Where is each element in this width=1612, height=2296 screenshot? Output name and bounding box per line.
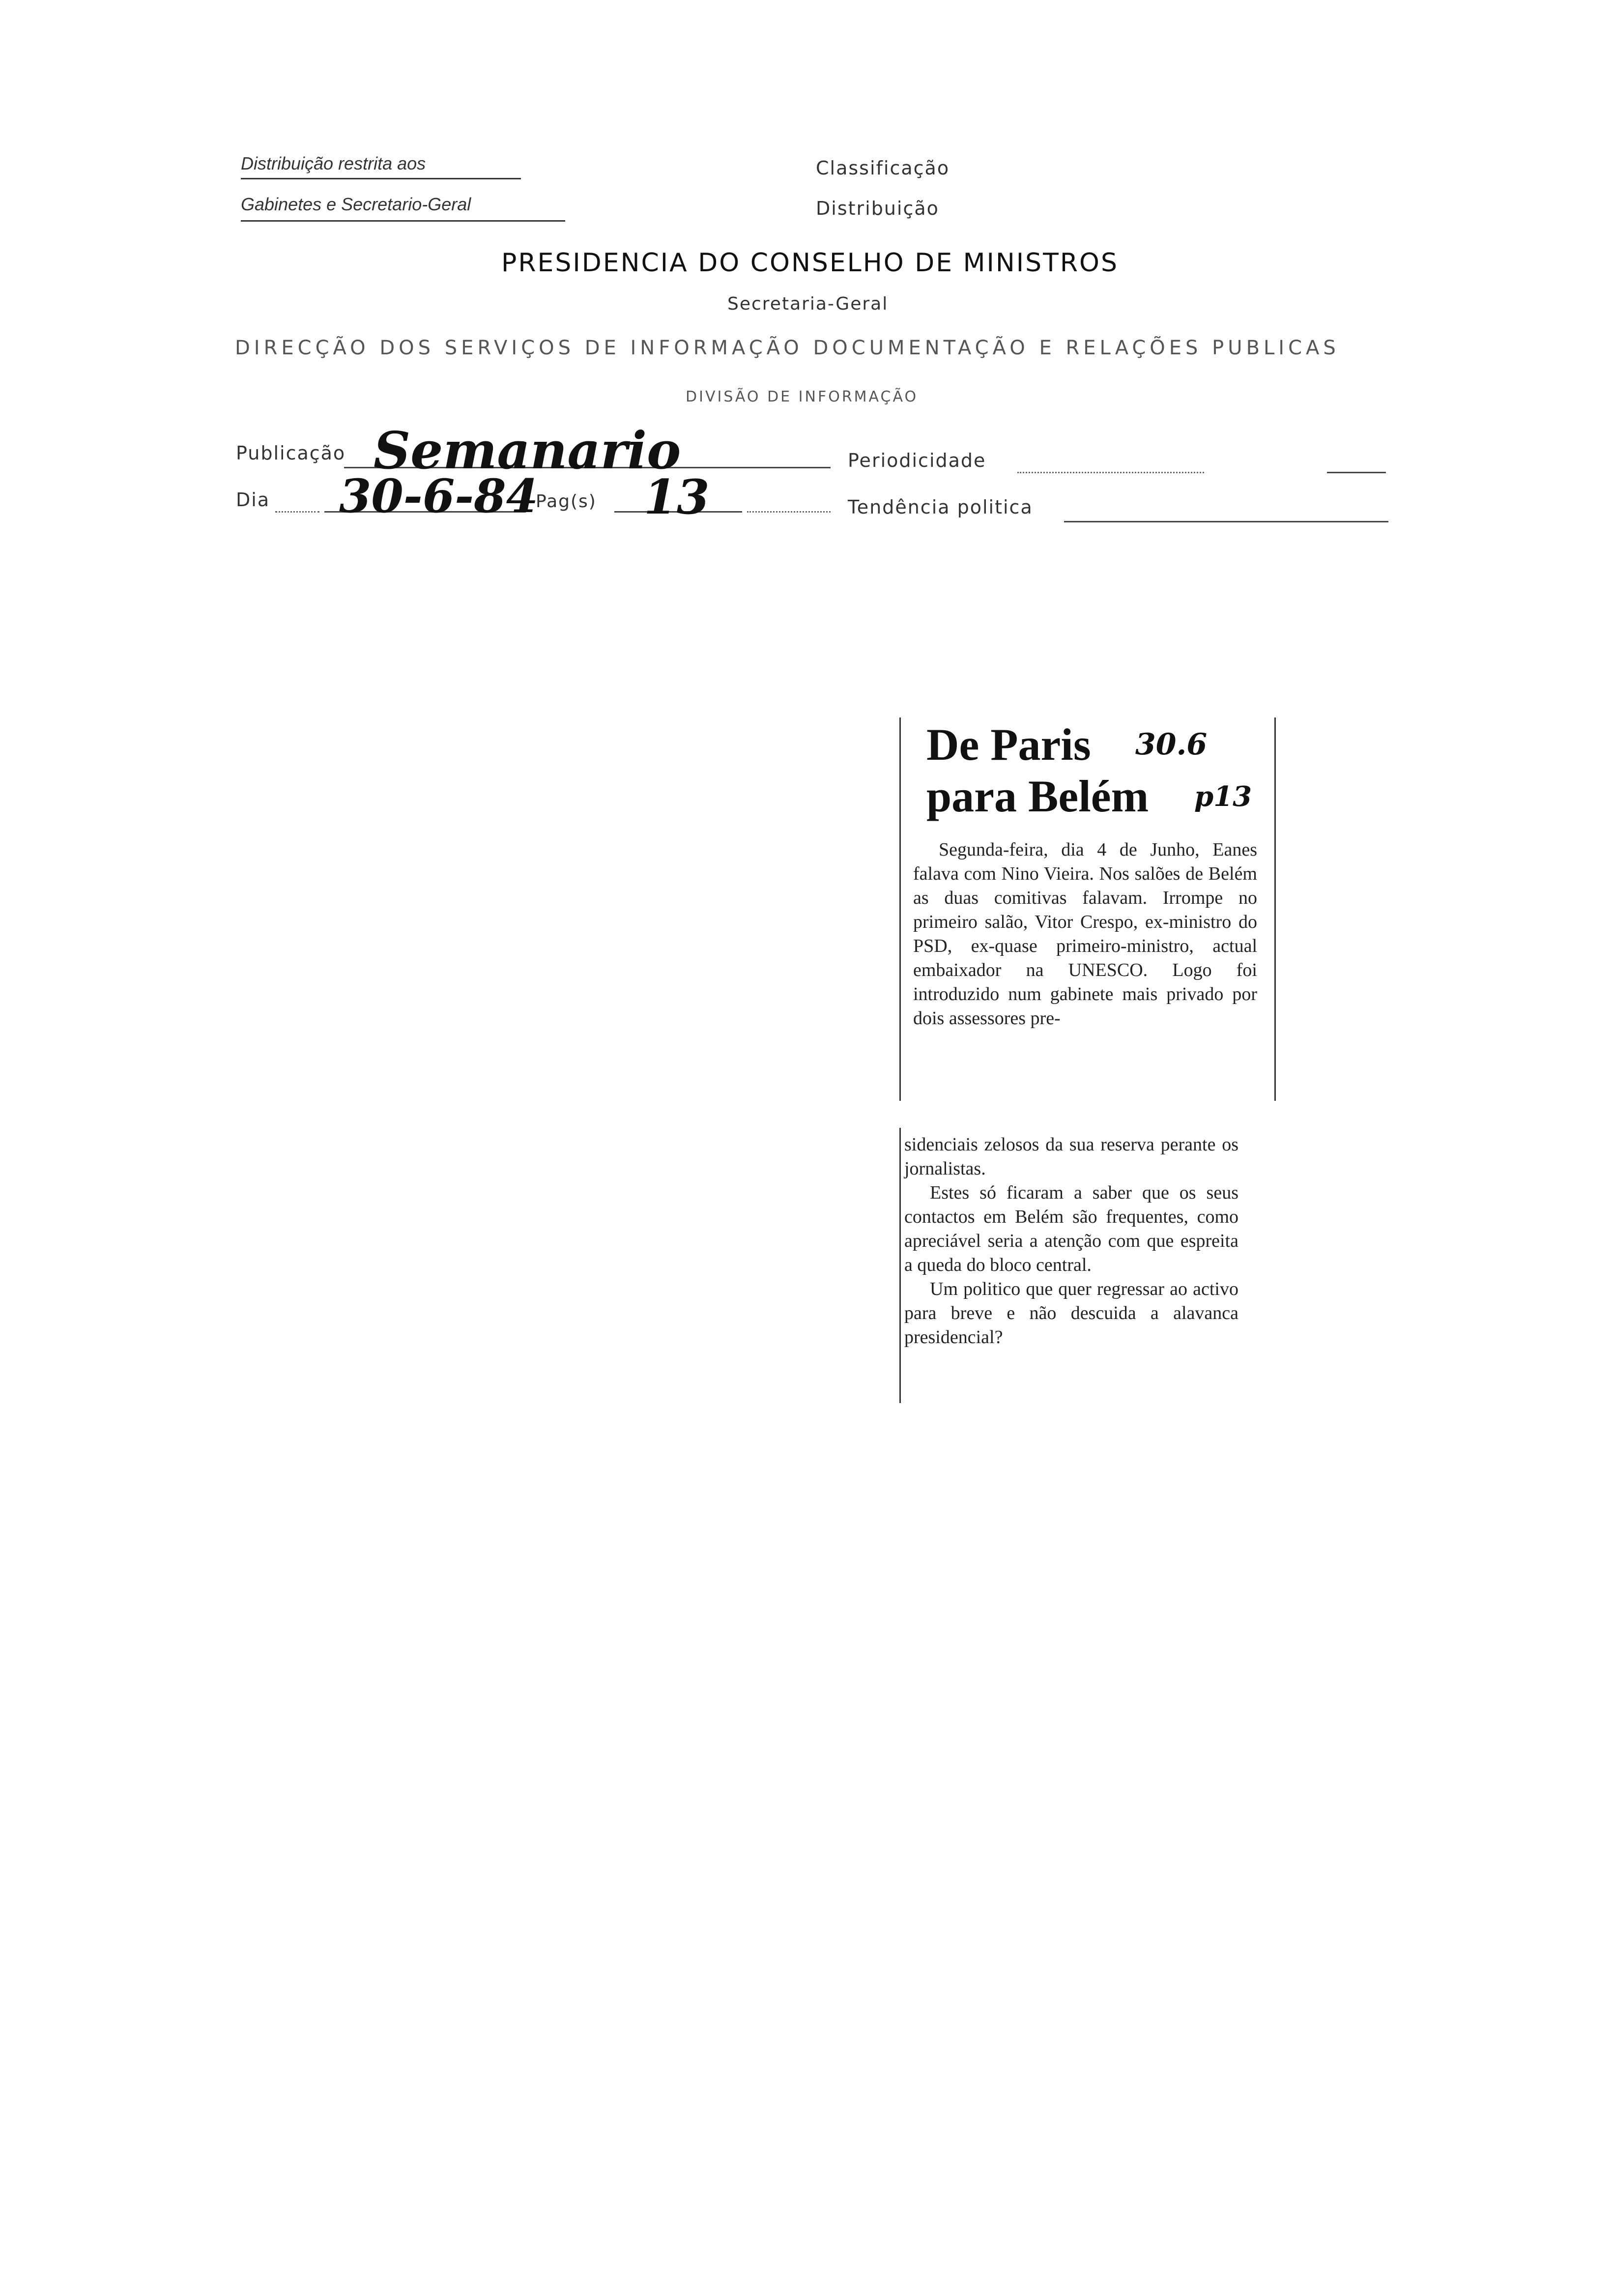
distribuicao-label: Distribuição (816, 198, 939, 219)
pags-value: 13 (644, 469, 710, 525)
institution-title: PRESIDENCIA DO CONSELHO DE MINISTROS (501, 248, 1119, 278)
periodicidade-line (1017, 472, 1204, 473)
restricted-line-1: Distribuição restrita aos (241, 153, 426, 173)
dia-value: 30-6-84 (339, 469, 539, 523)
restricted-underline-1 (241, 178, 521, 179)
clipping-annotation-date: 30.6 (1135, 727, 1208, 762)
periodicidade-label: Periodicidade (848, 450, 986, 471)
publicacao-label: Publicação (236, 442, 346, 464)
clipping-paragraph: sidenciais zelosos da sua reserva perante os jornalistas. (904, 1134, 1238, 1179)
dia-label: Dia (236, 489, 270, 511)
clipping-paragraph: Estes só ficaram a saber que os seus contactos em Belém são frequentes, como apreciável seria a atenção com que espreita a queda do bloco central. (904, 1182, 1238, 1275)
tendencia-line (1064, 521, 1388, 522)
clipping-column-2 (904, 1133, 1238, 1349)
clipping-paragraph: Um politico que quer regressar ao activo para breve e não descuida a alavanca presidencial? (904, 1279, 1238, 1348)
clipping-title-line-1: De Paris (926, 719, 1091, 770)
divisao-label: DIVISÃO DE INFORMAÇÃO (686, 388, 919, 405)
restricted-underline-2 (241, 220, 565, 222)
pags-label: Pag(s) (536, 491, 597, 512)
restricted-line-2: Gabinetes e Secretario-Geral (241, 194, 471, 214)
clipping-title-line-2: para Belém (926, 771, 1149, 821)
clipping-column-1 (913, 838, 1257, 1031)
tendencia-label: Tendência politica (848, 496, 1033, 518)
clipping-annotation-page: p13 (1194, 780, 1252, 813)
periodicidade-line-end (1327, 472, 1386, 473)
classificacao-label: Classificação (816, 157, 950, 179)
clipping-paragraph: Segunda-feira, dia 4 de Junho, Eanes falava com Nino Vieira. Nos salões de Belém as duas comitivas falavam. Irrompe no primeiro salão, Vitor Crespo, ex-ministro do PSD, ex-quase primeiro-ministro, actual embaixador na UNESCO. Logo foi introduzido num gabinete mais privado por dois assessores pre- (913, 839, 1257, 1029)
dia-dots (275, 511, 319, 513)
publicacao-value: Semanario (374, 420, 681, 481)
secretaria-label: Secretaria-Geral (727, 294, 889, 314)
pags-dots (747, 511, 831, 513)
direccao-label: DIRECÇÃO DOS SERVIÇOS DE INFORMAÇÃO DOCUMENTAÇÃO E RELAÇÕES PUBLICAS (235, 337, 1340, 359)
